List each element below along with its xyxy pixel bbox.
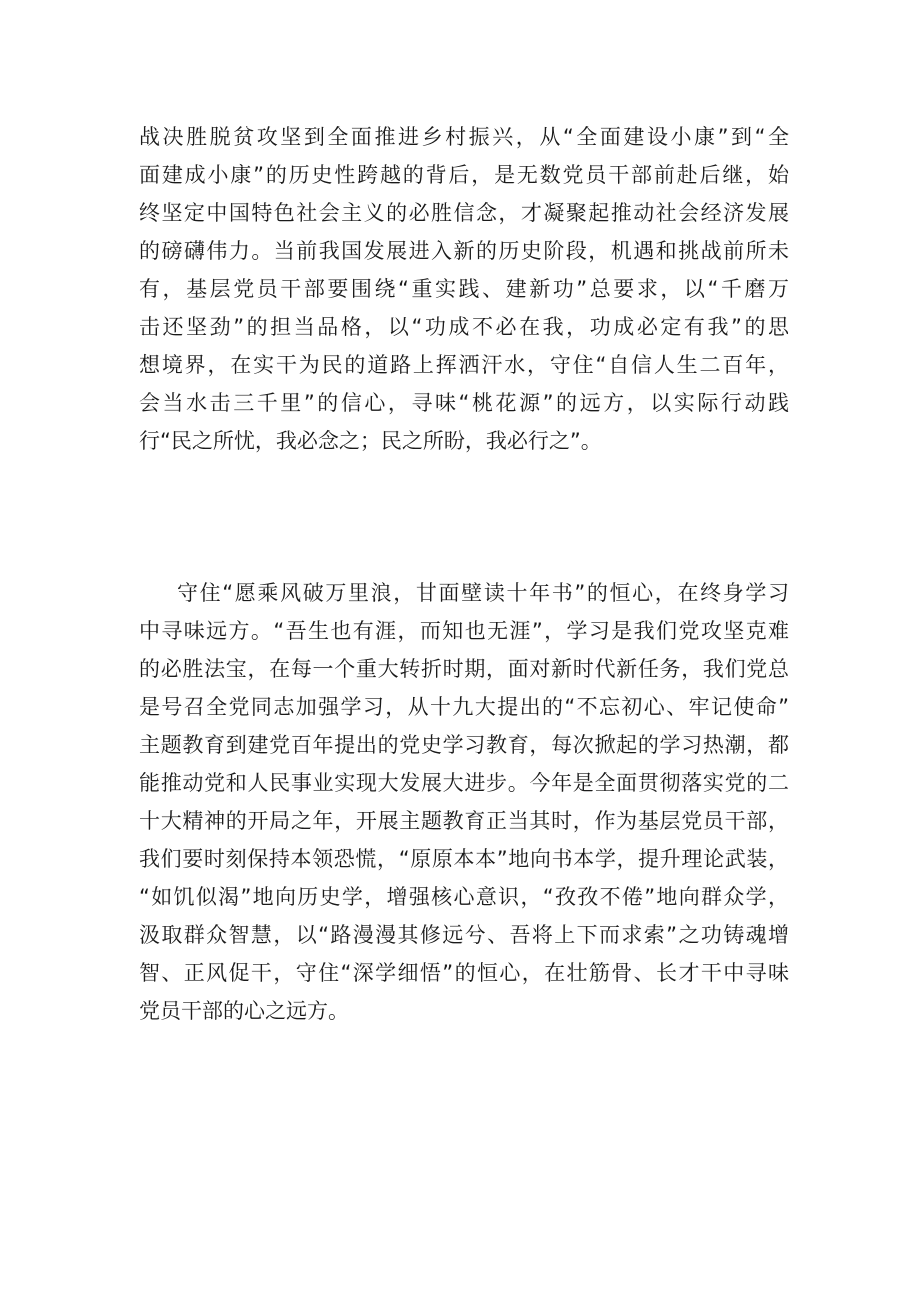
paragraph-1-line: 战决胜脱贫攻坚到全面推进乡村振兴，从“全面建设小康”到“全 <box>139 125 789 149</box>
paragraph-2-line: 汲取群众智慧，以“路漫漫其修远兮、吾将上下而求索”之功铸魂增 <box>139 923 789 947</box>
paragraph-1-line: 有，基层党员干部要围绕“重实践、建新功”总要求，以“千磨万 <box>139 277 789 301</box>
paragraph-2-line: 中寻味远方。“吾生也有涯，而知也无涯”，学习是我们党攻坚克难 <box>139 619 789 643</box>
paragraph-2 <box>139 574 789 1030</box>
paragraph-2-line: 我们要时刻保持本领恐慌，“原原本本”地向书本学，提升理论武装， <box>139 847 789 871</box>
paragraph-2-line: 党员干部的心之远方。 <box>139 999 349 1023</box>
paragraph-2-line: 守住“愿乘风破万里浪，甘面壁读十年书”的恒心，在终身学习 <box>177 581 789 605</box>
paragraph-2-line: 的必胜法宝，在每一个重大转折时期，面对新时代新任务，我们党总 <box>139 657 789 681</box>
paragraph-2-line: 智、正风促干，守住“深学细悟”的恒心，在壮筋骨、长才干中寻味 <box>139 961 789 985</box>
paragraph-1-line: 会当水击三千里”的信心，寻味“桃花源”的远方，以实际行动践 <box>139 391 789 415</box>
paragraph-1-line: 面建成小康”的历史性跨越的背后，是无数党员干部前赴后继，始 <box>139 163 789 187</box>
paragraph-1-line: 击还坚劲”的担当品格，以“功成不必在我，功成必定有我”的思 <box>139 315 789 339</box>
paragraph-2-line: 能推动党和人民事业实现大发展大进步。今年是全面贯彻落实党的二 <box>139 771 789 795</box>
paragraph-1-line: 的磅礴伟力。当前我国发展进入新的历史阶段，机遇和挑战前所未 <box>139 239 789 263</box>
paragraph-2-line: “如饥似渴”地向历史学，增强核心意识，“孜孜不倦”地向群众学， <box>139 885 789 909</box>
paragraph-1-line: 终坚定中国特色社会主义的必胜信念，才凝聚起推动社会经济发展 <box>139 201 789 225</box>
paragraph-1-line: 行“民之所忧，我必念之；民之所盼，我必行之”。 <box>139 429 602 453</box>
paragraph-1-line: 想境界，在实干为民的道路上挥洒汗水，守住“自信人生二百年， <box>139 353 789 377</box>
paragraph-2-line: 十大精神的开局之年，开展主题教育正当其时，作为基层党员干部， <box>139 809 789 833</box>
paragraph-2-line: 主题教育到建党百年提出的党史学习教育，每次掀起的学习热潮，都 <box>139 733 789 757</box>
paragraph-1 <box>139 118 789 460</box>
paragraph-2-line: 是号召全党同志加强学习，从十九大提出的“不忘初心、牢记使命” <box>139 695 789 719</box>
